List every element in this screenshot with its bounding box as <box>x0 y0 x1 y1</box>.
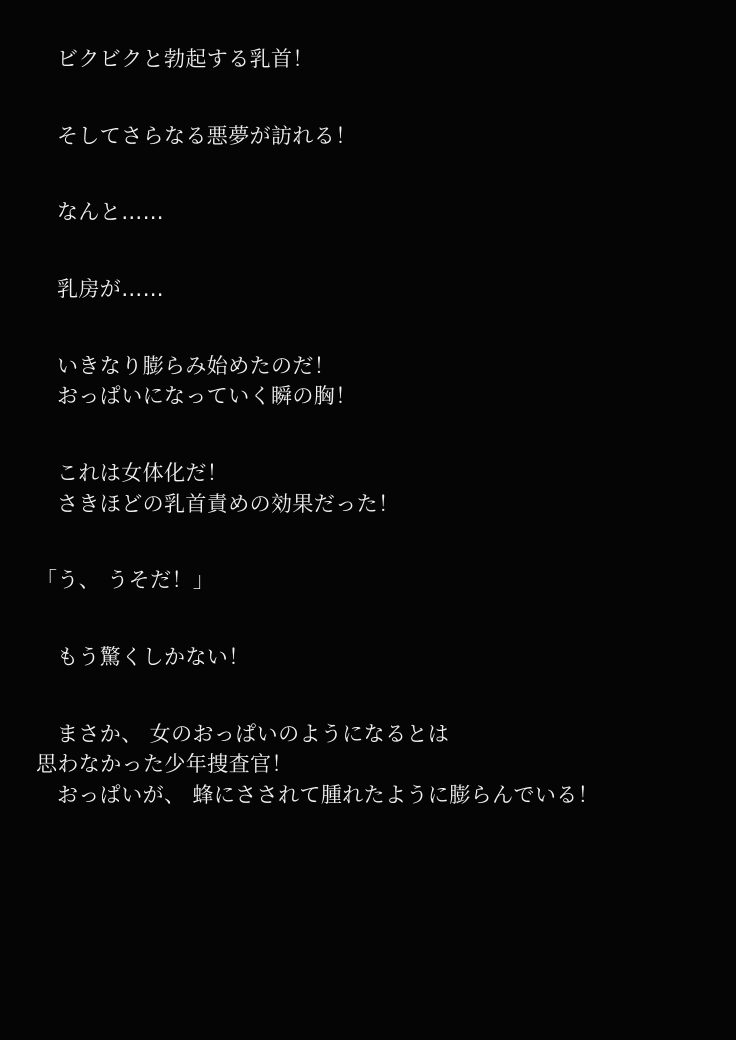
text-line: まさか、 女のおっぱいのようになるとは <box>57 721 450 746</box>
text-line: 乳房が…… <box>57 276 164 301</box>
paragraph-spacer <box>36 519 702 565</box>
text-line: そしてさらなる悪夢が訪れる！ <box>57 123 357 148</box>
text-line: これは女体化だ！ <box>57 460 229 485</box>
text-line: いきなり膨らみ始めたのだ！ <box>57 353 336 378</box>
paragraph-spacer <box>36 75 702 121</box>
paragraph-spacer <box>36 412 702 458</box>
paragraph-spacer <box>36 151 702 197</box>
text-line: おっぱいが、 蜂にさされて腫れたように膨らんでいる！ <box>57 782 600 807</box>
text-line: 思わなかった少年捜査官！ <box>36 752 293 777</box>
paragraph-spacer <box>36 596 702 642</box>
text-line: ビクビクと勃起する乳首！ <box>57 47 314 71</box>
text-line: おっぱいになっていく瞬の胸！ <box>57 384 357 409</box>
text-line: さきほどの乳首責めの効果だった！ <box>57 491 400 516</box>
paragraph-spacer <box>36 305 702 351</box>
text-line: もう驚くしかない！ <box>57 644 250 669</box>
text-line: なんと…… <box>57 200 164 225</box>
paragraph-spacer <box>36 228 702 274</box>
paragraph-spacer <box>36 673 702 719</box>
story-text-body <box>0 44 736 811</box>
dialogue-line: 「う、 うそだ！」 <box>36 568 215 593</box>
